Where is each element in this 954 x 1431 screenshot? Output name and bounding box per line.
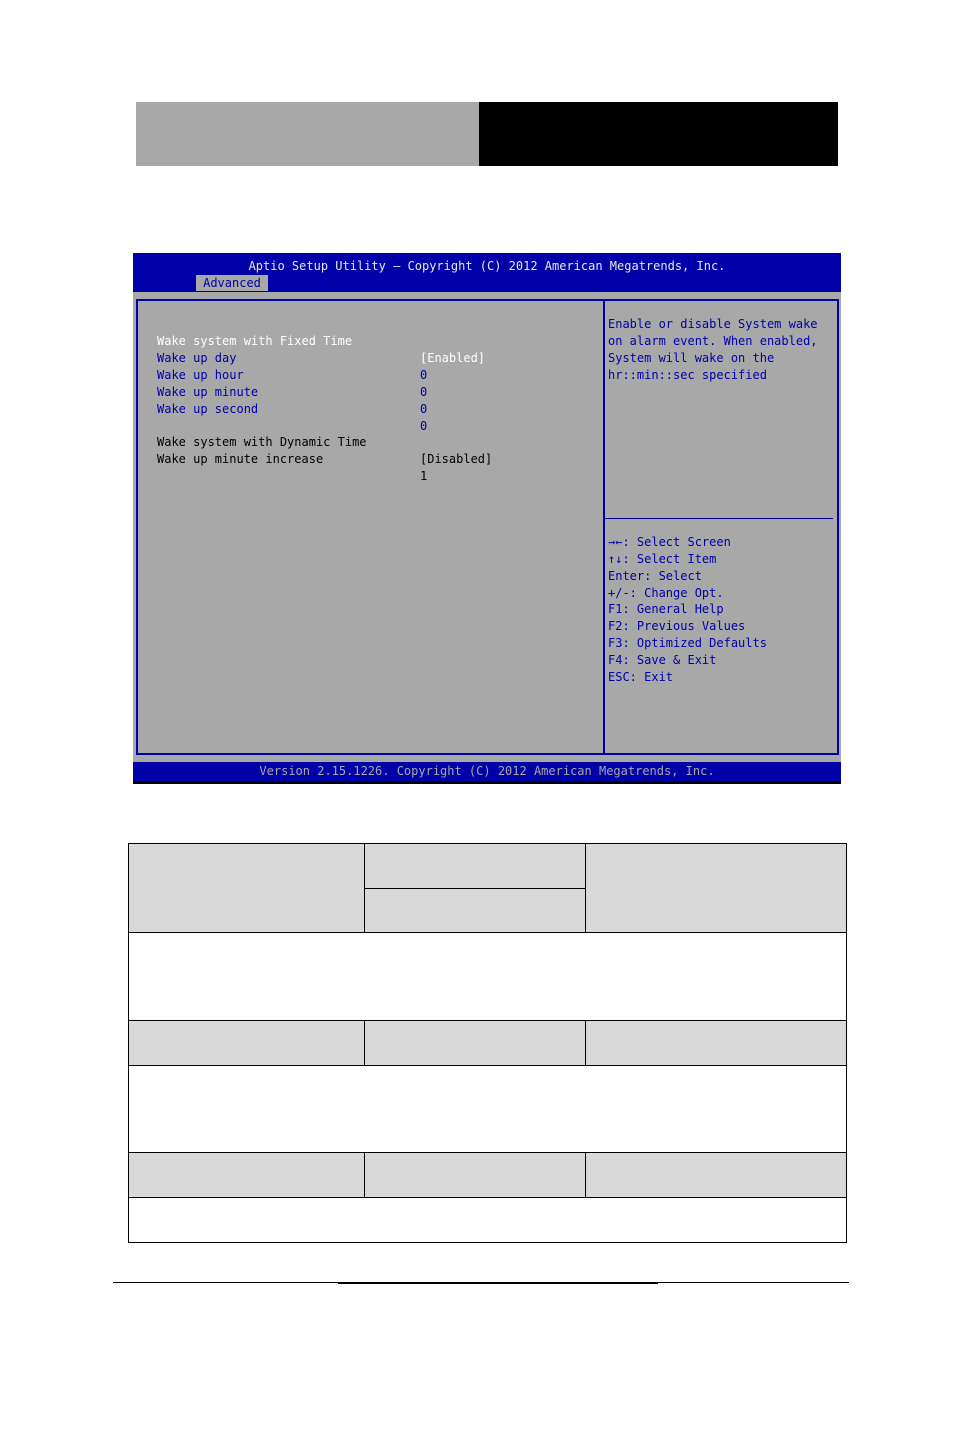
header-band-right	[479, 102, 838, 166]
table-cell	[129, 1066, 847, 1153]
options-table	[128, 843, 847, 1243]
key-hint: →←: Select Screen	[608, 535, 731, 549]
key-hint: F2: Previous Values	[608, 619, 746, 633]
key-hint: Enter: Select	[608, 569, 702, 583]
help-panel	[603, 299, 839, 755]
key-hint: F1: General Help	[608, 602, 724, 616]
table-cell	[365, 1021, 586, 1066]
bios-screenshot	[133, 253, 841, 784]
table-cell	[129, 933, 847, 1021]
setting-value[interactable]: 0	[420, 419, 428, 433]
table-cell	[365, 889, 586, 933]
setting-label: Wake system with Dynamic Time	[157, 435, 367, 449]
help-text-line: Enable or disable System wake	[608, 317, 818, 331]
bios-title: Aptio Setup Utility – Copyright (C) 2012 American Megatrends, Inc.	[248, 259, 726, 273]
table-cell	[365, 844, 586, 889]
setting-value[interactable]: 0	[420, 368, 428, 382]
setting-label: Wake up minute increase	[157, 452, 324, 466]
header-band-left	[136, 102, 479, 166]
help-text-line: on alarm event. When enabled,	[608, 334, 818, 348]
setting-value[interactable]: [Disabled]	[420, 452, 493, 466]
help-text-line: hr::min::sec specified	[608, 368, 767, 382]
setting-label: Wake up second	[157, 402, 259, 416]
help-divider	[605, 518, 833, 519]
key-hint: F4: Save & Exit	[608, 653, 717, 667]
table-cell	[129, 844, 365, 933]
footer-rule-thick	[338, 1282, 658, 1284]
key-hint: F3: Optimized Defaults	[608, 636, 767, 650]
table-cell	[586, 844, 847, 933]
table-cell	[586, 1021, 847, 1066]
help-text-line: System will wake on the	[608, 351, 775, 365]
table-cell	[365, 1153, 586, 1198]
setting-value[interactable]: 1	[420, 469, 428, 483]
setting-label: Wake up day	[157, 351, 237, 365]
setting-wake-up-second[interactable]	[157, 384, 428, 433]
setting-label: Wake up minute	[157, 385, 259, 399]
table-cell	[586, 1153, 847, 1198]
settings-panel	[136, 299, 604, 755]
tab-advanced[interactable]: Advanced	[196, 275, 268, 291]
setting-label: Wake system with Fixed Time	[157, 334, 353, 348]
key-hint: +/-: Change Opt.	[608, 586, 724, 600]
key-hint: ESC: Exit	[608, 670, 674, 684]
setting-value[interactable]: 0	[420, 402, 428, 416]
bios-footer: Version 2.15.1226. Copyright (C) 2012 American Megatrends, Inc.	[133, 762, 841, 781]
bios-body	[133, 292, 841, 762]
bios-title-bar	[133, 253, 841, 292]
setting-value[interactable]: [Enabled]	[420, 351, 486, 365]
setting-value[interactable]: 0	[420, 385, 428, 399]
table-cell	[129, 1153, 365, 1198]
table-cell	[129, 1198, 847, 1243]
key-hint: ↑↓: Select Item	[608, 552, 717, 566]
setting-label: Wake up hour	[157, 368, 244, 382]
table-cell	[129, 1021, 365, 1066]
